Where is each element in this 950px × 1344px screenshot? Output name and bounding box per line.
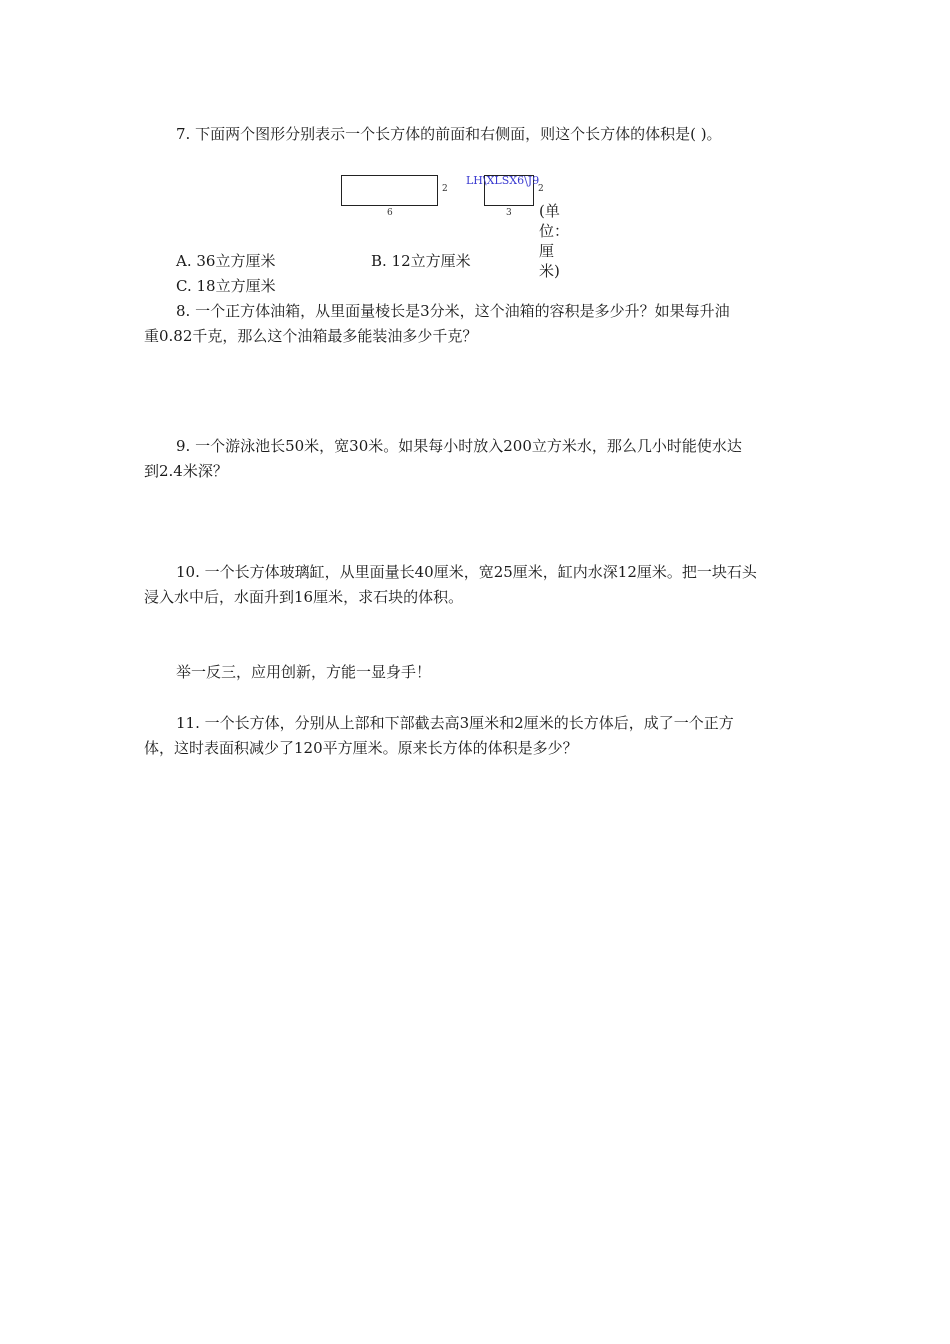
question-9-line-2: 到2.4米深？ [144,462,228,480]
question-11-line-1: 11. 一个长方体，分别从上部和下部截去高3厘米和2厘米的长方体后，成了一个正方 [176,714,734,732]
question-11-line-2: 体，这时表面积减少了120平方厘米。原来长方体的体积是多少？ [144,739,578,757]
question-8-line-1: 8. 一个正方体油箱，从里面量棱长是3分米，这个油箱的容积是多少升？如果每升油 [176,302,730,320]
front-face-rectangle [341,175,438,206]
question-10-line-2: 浸入水中后，水面升到16厘米，求石块的体积。 [144,588,464,606]
question-7-option-c: C. 18立方厘米 [176,277,276,295]
question-7-option-a: A. 36立方厘米 [176,252,276,270]
question-10-line-1: 10. 一个长方体玻璃缸，从里面量长40厘米，宽25厘米，缸内水深12厘米。把一块石头 [176,563,757,581]
side-width-label: 3 [506,208,512,218]
front-height-label: 2 [442,184,448,194]
section-heading: 举一反三，应用创新，方能一显身手！ [176,663,432,681]
unit-label: (单位：厘米) [539,202,570,280]
question-8-line-2: 重0.82千克，那么这个油箱最多能装油多少千克？ [144,327,478,345]
watermark-code: LH\XLSX6\J9 [466,174,540,187]
question-7-text: 7. 下面两个图形分别表示一个长方体的前面和右侧面，则这个长方体的体积是( )。 [176,125,722,143]
front-width-label: 6 [387,208,393,218]
question-9-line-1: 9. 一个游泳池长50米，宽30米。如果每小时放入200立方米水，那么几小时能使水达 [176,437,742,455]
question-7-option-b: B. 12立方厘米 [371,252,471,270]
side-height-label: 2 [538,184,544,194]
